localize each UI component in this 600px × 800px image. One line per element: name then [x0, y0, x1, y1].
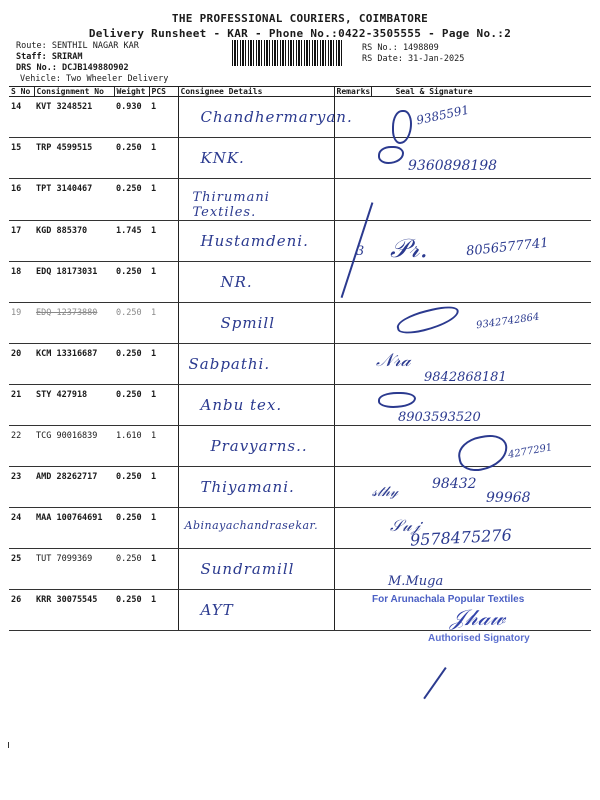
barcode [232, 40, 344, 66]
consignee-name: KNK. [200, 149, 245, 167]
signature-24: 𝒮𝓊𝒿 [390, 516, 421, 535]
row-remarks [334, 549, 371, 590]
row-remarks [334, 426, 371, 467]
row-pcs: 1 [149, 508, 178, 549]
phone-19: 9342742864 [475, 311, 541, 332]
phone-14: 9385591 [415, 102, 471, 128]
runsheet-table [9, 86, 591, 631]
row-consignment: EDQ 18173031 [34, 262, 114, 303]
row-consignee [178, 97, 353, 138]
row-consignment: KGD 885370 [34, 221, 114, 262]
consignee-name: Hustamdeni. [200, 232, 309, 250]
row-remarks [334, 179, 371, 221]
col-header-remarks: Remarks [334, 87, 371, 97]
row-pcs: 1 [149, 344, 178, 385]
row-consignment: STY 427918 [34, 385, 114, 426]
row-consignee [178, 262, 334, 303]
stamp-company-line: For Arunachala Popular Textiles [372, 594, 525, 605]
consignee-name: Spmill [220, 314, 275, 332]
phone-23b: 99968 [486, 490, 531, 506]
row-weight: 0.250 [114, 467, 149, 508]
signature-17: 𝒫𝓇. [390, 234, 428, 264]
col-header-signature: Seal & Signature [371, 87, 591, 97]
row-weight: 0.250 [114, 262, 149, 303]
row-weight: 0.930 [114, 97, 149, 138]
stamp-signature: 𝒥𝒽𝒶𝓌 [450, 606, 506, 631]
row-consignee [178, 344, 334, 385]
staff-label: Staff: SRIRAM [16, 52, 83, 62]
signature-20: 𝒩𝓇𝒶 [376, 350, 411, 371]
row-consignment: EDQ 12373880 [34, 303, 114, 344]
consignee-name: AYT [200, 601, 234, 619]
row-sno: 14 [9, 97, 34, 138]
row-consignee [178, 303, 334, 344]
row-pcs: 1 [149, 590, 178, 631]
row-remarks [334, 590, 371, 631]
signature-23: 𝓈𝓉𝒽𝓎 [372, 484, 399, 500]
row-pcs: 1 [149, 97, 178, 138]
stamp-stroke [423, 667, 446, 699]
col-header-pcs: PCS [149, 87, 178, 97]
row-consignee [178, 385, 334, 426]
row-pcs: 1 [149, 549, 178, 590]
row-consignment: KVT 3248521 [34, 97, 114, 138]
row-weight: 0.250 [114, 303, 149, 344]
row-sno: 15 [9, 138, 34, 179]
phone-20: 9842868181 [424, 370, 507, 385]
row-weight: 0.250 [114, 179, 149, 221]
remark-number: 3 [356, 244, 365, 259]
phone-21: 8903593520 [398, 410, 481, 425]
row-weight: 0.250 [114, 549, 149, 590]
phone-24: 9578475276 [409, 525, 513, 550]
consignee-name: Sabpathi. [188, 355, 271, 373]
row-sno: 21 [9, 385, 34, 426]
runsheet-title: Delivery Runsheet - KAR - Phone No.:0422-3505555 - Page No.:2 [88, 27, 512, 40]
col-header-consignment: Consignment No [34, 87, 114, 97]
stamp-signatory-line: Authorised Signatory [428, 633, 530, 644]
table-row [9, 549, 591, 590]
row-sno: 17 [9, 221, 34, 262]
row-signature [371, 179, 591, 221]
row-consignee [178, 221, 334, 262]
consignee-name: Abinayachandrasekar. [184, 519, 319, 532]
consignee-name: NR. [220, 273, 253, 291]
col-header-consignee: Consignee Details [178, 87, 334, 97]
row-consignment: KRR 30075545 [34, 590, 114, 631]
row-consignee [178, 467, 334, 508]
phone-22: 4277291 [507, 442, 554, 461]
row-remarks [334, 262, 371, 303]
consignee-name: Sundramill [200, 560, 295, 578]
consignee-name: Thiyamani. [200, 478, 295, 496]
consignee-name: Thirumani Textiles. [192, 190, 270, 220]
table-row [9, 262, 591, 303]
company-title: THE PROFESSIONAL COURIERS, COIMBATORE [171, 12, 429, 25]
row-sno: 19 [9, 303, 34, 344]
row-consignee [178, 590, 334, 631]
row-weight: 0.250 [114, 508, 149, 549]
row-remarks [334, 303, 371, 344]
row-consignment: TPT 3140467 [34, 179, 114, 221]
row-remarks [334, 467, 371, 508]
row-consignee [178, 179, 334, 221]
row-pcs: 1 [149, 426, 178, 467]
consignee-name: Pravyarns.. [210, 437, 308, 455]
row-weight: 1.745 [114, 221, 149, 262]
row-pcs: 1 [149, 179, 178, 221]
row-signature [371, 467, 591, 508]
col-header-weight: Weight [114, 87, 149, 97]
phone-15: 9360898198 [408, 158, 498, 174]
drs-number: DRS No.: DCJB14988O902 [16, 63, 129, 73]
table-row [9, 385, 591, 426]
row-sno: 16 [9, 179, 34, 221]
row-consignee [178, 549, 334, 590]
col-header-sno: S No [9, 87, 34, 97]
row-weight: 1.610 [114, 426, 149, 467]
row-remarks [334, 344, 371, 385]
phone-23a: 98432 [432, 476, 477, 492]
row-consignee [178, 426, 334, 467]
name-25: M.Muga [388, 574, 444, 589]
row-consignee [178, 138, 334, 179]
row-consignment: TCG 90016839 [34, 426, 114, 467]
consignee-name: Chandhermaryan. [200, 108, 353, 126]
row-sno: 23 [9, 467, 34, 508]
vehicle-label: Vehicle: Two Wheeler Delivery [20, 74, 169, 84]
table-header-row [9, 87, 591, 97]
row-pcs: 1 [149, 385, 178, 426]
row-pcs: 1 [149, 467, 178, 508]
row-weight: 0.250 [114, 385, 149, 426]
row-sno: 22 [9, 426, 34, 467]
route-label: Route: SENTHIL NAGAR KAR [16, 41, 139, 51]
row-weight: 0.250 [114, 344, 149, 385]
row-consignment: MAA 100764691 [34, 508, 114, 549]
row-sno: 25 [9, 549, 34, 590]
rs-number: RS No.: 1498809 [362, 43, 439, 53]
row-weight: 0.250 [114, 590, 149, 631]
row-signature [371, 262, 591, 303]
row-sno: 20 [9, 344, 34, 385]
row-pcs: 1 [149, 138, 178, 179]
consignee-name: Anbu tex. [200, 396, 283, 414]
row-consignment: TUT 7099369 [34, 549, 114, 590]
row-sno: 24 [9, 508, 34, 549]
row-remarks [334, 138, 371, 179]
row-weight: 0.250 [114, 138, 149, 179]
table-row [9, 97, 591, 138]
row-pcs: 1 [149, 303, 178, 344]
row-consignment: KCM 13316687 [34, 344, 114, 385]
row-consignment: AMD 28262717 [34, 467, 114, 508]
table-row [9, 138, 591, 179]
row-consignment: TRP 4599515 [34, 138, 114, 179]
row-pcs: 1 [149, 221, 178, 262]
phone-17: 8056577741 [465, 235, 550, 260]
row-remarks [334, 508, 371, 549]
row-sno: 18 [9, 262, 34, 303]
rs-date: RS Date: 31-Jan-2025 [362, 54, 465, 64]
row-remarks [334, 221, 371, 262]
row-remarks [334, 385, 371, 426]
row-sno: 26 [9, 590, 34, 631]
row-consignee [178, 508, 334, 549]
table-row [9, 179, 591, 221]
margin-tick [8, 742, 9, 748]
row-pcs: 1 [149, 262, 178, 303]
